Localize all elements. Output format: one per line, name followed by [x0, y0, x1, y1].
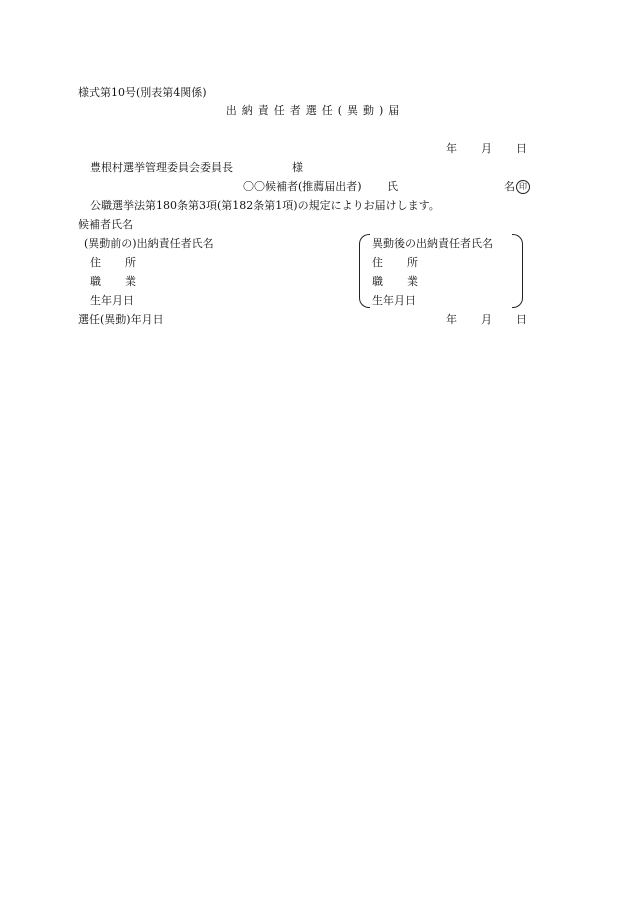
after-heading: 異動後の出納責任者氏名: [372, 237, 493, 250]
appointment-day: 日: [516, 313, 527, 326]
date-year: 年: [446, 142, 457, 155]
date-month: 月: [481, 142, 492, 155]
seal-mark: 印: [516, 180, 530, 194]
appointment-month: 月: [481, 313, 492, 326]
form-number: 様式第10号(別表第4関係): [78, 86, 207, 99]
after-birthdate-label: 生年月日: [372, 294, 416, 307]
left-bracket: [359, 234, 370, 308]
submitter-given-name-label: [504, 180, 530, 194]
addressee-honorific: 様: [292, 161, 303, 174]
appointment-date-label: 選任(異動)年月日: [78, 313, 164, 326]
submitter-label: 〇〇候補者(推薦届出者): [243, 180, 362, 193]
after-occupation-label: 職 業: [372, 275, 418, 288]
before-heading: (異動前の)出納責任者氏名: [84, 237, 214, 250]
addressee-name: 豊根村選挙管理委員会委員長: [90, 161, 233, 174]
candidate-name-label: 候補者氏名: [78, 218, 133, 231]
date-day: 日: [516, 142, 527, 155]
right-bracket: [512, 234, 523, 308]
after-address-label: 住 所: [372, 256, 418, 269]
before-birthdate-label: 生年月日: [90, 294, 134, 307]
before-occupation-label: 職 業: [90, 275, 136, 288]
document-title: 出納責任者選任(異動)届: [225, 104, 405, 117]
submitter-surname-label: 氏: [387, 180, 398, 193]
appointment-year: 年: [446, 313, 457, 326]
statement: 公職選挙法第180条第3項(第182条第1項)の規定によりお届けします。: [90, 199, 440, 212]
given-name-char: 名: [504, 180, 515, 193]
before-address-label: 住 所: [90, 256, 136, 269]
